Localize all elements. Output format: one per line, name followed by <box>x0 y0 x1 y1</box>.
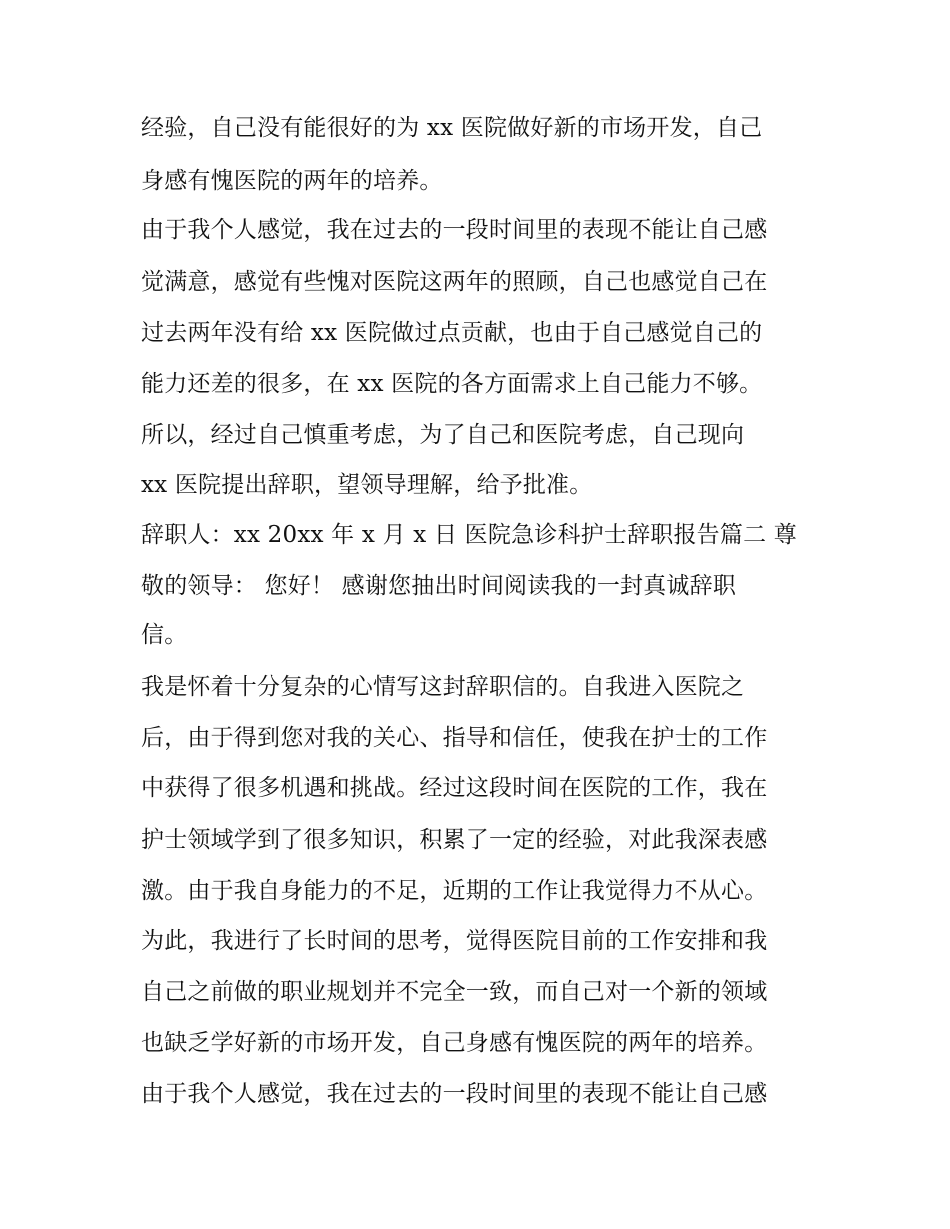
text-line: 自己之前做的职业规划并不完全一致，而自己对一个新的领域 <box>141 979 768 1005</box>
text-line: 辞职人：xx 20xx 年 x 月 x 日 医院急诊科护士辞职报告篇二 尊 <box>141 522 797 548</box>
text-line: 过去两年没有给 xx 医院做过点贡献，也由于自己感觉自己的 <box>141 320 763 346</box>
text-line: 由于我个人感觉，我在过去的一段时间里的表现不能让自己感 <box>141 217 768 243</box>
text-line: 也缺乏学好新的市场开发，自己身感有愧医院的两年的培养。 <box>141 1030 768 1056</box>
text-line: 由于我个人感觉，我在过去的一段时间里的表现不能让自己感 <box>141 1081 768 1107</box>
text-line: 能力还差的很多，在 xx 医院的各方面需求上自己能力不够。 <box>141 371 763 397</box>
text-line: 信。 <box>141 622 188 648</box>
text-line: 中获得了很多机遇和挑战。经过这段时间在医院的工作，我在 <box>141 775 768 801</box>
text-line: 为此，我进行了长时间的思考，觉得医院目前的工作安排和我 <box>141 928 768 954</box>
text-line: 护士领域学到了很多知识，积累了一定的经验，对此我深表感 <box>141 827 768 853</box>
text-line: 身感有愧医院的两年的培养。 <box>141 168 443 194</box>
text-line: 我是怀着十分复杂的心情写这封辞职信的。自我进入医院之 <box>141 674 745 700</box>
text-line: 激。由于我自身能力的不足，近期的工作让我觉得力不从心。 <box>141 878 768 904</box>
text-line: 敬的领导： 您好！ 感谢您抽出时间阅读我的一封真诚辞职 <box>141 573 737 599</box>
text-line: 所以，经过自己慎重考虑，为了自己和医院考虑，自己现向 <box>141 422 745 448</box>
text-line: 觉满意，感觉有些愧对医院这两年的照顾，自己也感觉自己在 <box>141 269 768 295</box>
text-line: 经验，自己没有能很好的为 xx 医院做好新的市场开发，自己 <box>141 115 763 141</box>
text-line: xx 医院提出辞职，望领导理解，给予批准。 <box>141 472 593 498</box>
text-line: 后，由于得到您对我的关心、指导和信任，使我在护士的工作 <box>141 725 768 751</box>
